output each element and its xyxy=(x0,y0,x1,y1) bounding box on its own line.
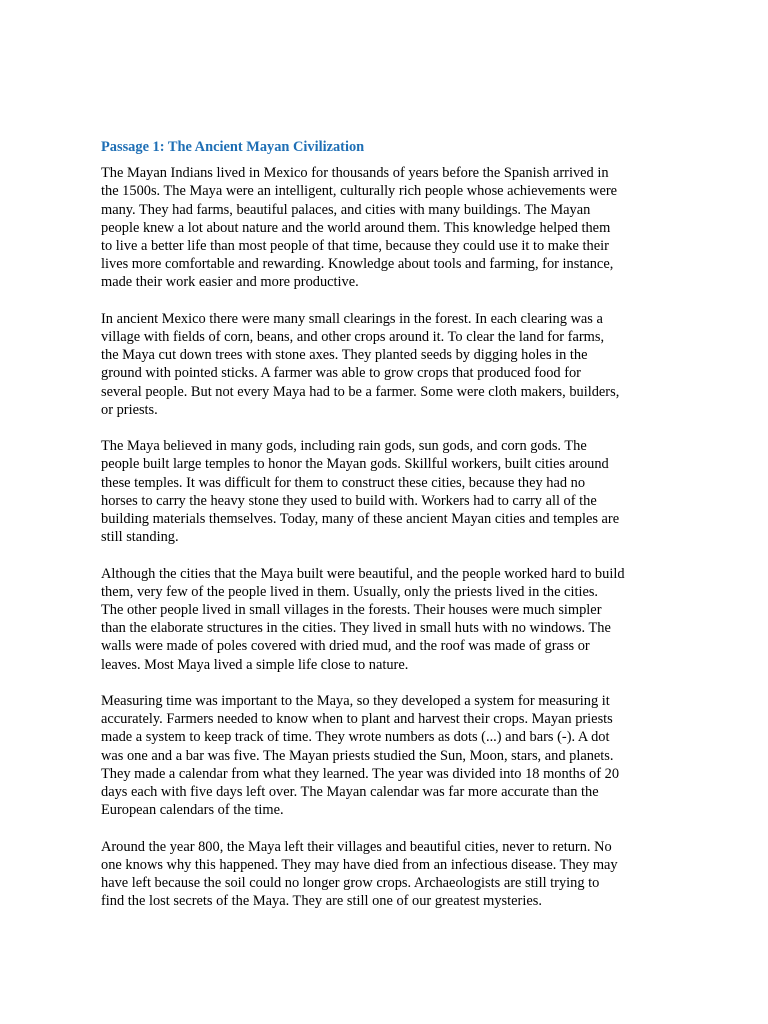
paragraph-cities-homes: Although the cities that the Maya built were beautiful, and the people worked hard to build them, very few of the people lived in them. Usually, only the priests lived in the cities. The other people lived in small villages in the forests. Their houses were much simpler than the elaborate structures in the cities. They lived in small huts with no windows. The walls were made of poles covered with dried mud, and the roof was made of grass or leaves. Most Maya lived a simple life close to nature. xyxy=(101,565,625,673)
document-body xyxy=(101,138,667,910)
paragraph-calendar: Measuring time was important to the Maya, so they developed a system for measuring it accurately. Farmers needed to know when to plant and harvest their crops. Mayan priests made a system to keep track of time. They wrote numbers as dots (...) and bars (-). A dot was one and a bar was five. The Mayan priests studied the Sun, Moon, stars, and planets. They made a calendar from what they learned. The year was divided into 18 months of 20 days each with five days left over. The Mayan calendar was far more accurate than the European calendars of the time. xyxy=(101,693,620,819)
paragraph-disappearance: Around the year 800, the Maya left their villages and beautiful cities, never to return. No one knows why this happened. They may have died from an infectious disease. They may have left because the soil could no longer grow crops. Archaeologists are still trying to find the lost secrets of the Maya. They are still one of our greatest mysteries. xyxy=(101,838,618,910)
paragraph-intro: The Mayan Indians lived in Mexico for thousands of years before the Spanish arrived in the 1500s. The Maya were an intelligent, culturally rich people whose achievements were many. They had farms, beautiful palaces, and cities with many buildings. The Mayan people knew a lot about nature and the world around them. This knowledge helped them to live a better life than most people of that time, because they could use it to make their lives more comfortable and rewarding. Knowledge about tools and farming, for instance, made their work easier and more productive. xyxy=(101,165,618,291)
paragraph-villages: In ancient Mexico there were many small clearings in the forest. In each clearing was a village with fields of corn, beans, and other crops around it. To clear the land for farms, the Maya cut down trees with stone axes. They planted seeds by digging holes in the ground with pointed sticks. A farmer was able to grow crops that produced food for several people. But not every Maya had to be a farmer. Some were cloth makers, builders, or priests. xyxy=(101,310,620,418)
paragraph-gods-temples: The Maya believed in many gods, including rain gods, sun gods, and corn gods. The people built large temples to honor the Mayan gods. Skillful workers, built cities around these temples. It was difficult for them to construct these cities, because they had no horses to carry the heavy stone they used to build with. Workers had to carry all of the building materials themselves. Today, many of these ancient Mayan cities and temples are still standing. xyxy=(101,438,620,546)
passage-title: Passage 1: The Ancient Mayan Civilization xyxy=(101,139,365,155)
